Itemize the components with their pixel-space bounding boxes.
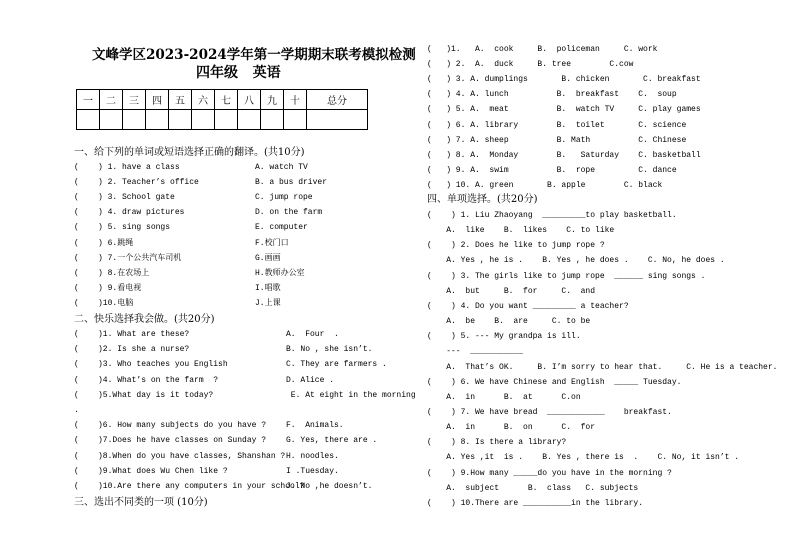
part4-line: ( ) 10.There are __________in the library. <box>427 498 644 508</box>
score-header-cell: 一 <box>77 90 100 110</box>
part4-line: ( ) 8. Is there a library? <box>427 438 567 448</box>
part4-line: A. in B. at C.on <box>427 392 581 402</box>
part2-option: A. Four . <box>286 330 339 339</box>
part3-row: ( ) 2. A. duck B. tree C.cow <box>427 60 634 70</box>
part2-option: B. No , she isn’t. <box>286 345 373 355</box>
part4-line: A. subject B. class C. subjects <box>427 483 639 493</box>
part4-line: A. in B. on C. for <box>427 423 596 433</box>
score-header-cell: 八 <box>238 90 261 110</box>
part4-line: A. Yes ,it is . B. Yes , there is . C. No, it isn’t . <box>427 453 740 463</box>
part3-row: ( ) 4. A. lunch B. breakfast C. soup <box>427 90 677 100</box>
part2-option: E. At eight in the morning <box>286 390 416 400</box>
score-header-cell: 七 <box>215 90 238 110</box>
part2-question: ( )1. What are these? <box>74 330 190 339</box>
part4-line: A. like B. likes C. to like <box>427 226 615 236</box>
score-input-cell[interactable] <box>100 110 123 130</box>
part2-option: D. Alice . <box>286 375 335 385</box>
part2-option: F. Animals. <box>286 421 344 431</box>
part4-line: A. That’s OK. B. I’m sorry to hear that. C. He is a teacher. <box>427 362 778 372</box>
part3-row: ( ) 6. A. library B. toilet C. science <box>427 120 687 130</box>
score-input-cell[interactable] <box>146 110 169 130</box>
part2-question: ( )10.Are there any computers in your school? <box>74 482 305 491</box>
part4-heading: 四、单项选择。(共20分) <box>427 194 538 205</box>
score-input-cell[interactable] <box>192 110 215 130</box>
part2-option: J. No ,he doesn’t. <box>286 482 373 491</box>
part2-option: C. They are farmers . <box>286 360 387 370</box>
part4-line: ( ) 1. Liu Zhaoyang _________to play basketball. <box>427 211 677 220</box>
part3-heading: 三、选出不同类的一项 (10分) <box>74 497 208 508</box>
part2-heading: 二、快乐选择我会做。(共20分) <box>74 314 215 325</box>
part2-question: ( )2. Is she a nurse? <box>74 345 190 355</box>
part4-line: ( ) 2. Does he like to jump rope ? <box>427 241 605 251</box>
part4-line: ( ) 6. We have Chinese and English _____ Tuesday. <box>427 377 682 387</box>
part3-row: ( ) 7. A. sheep B. Math C. Chinese <box>427 135 687 145</box>
part4-line: ( ) 3. The girls like to jump rope ______ sing songs . <box>427 271 706 281</box>
part2-question: ( )8.When do you have classes, Shanshan ? <box>74 451 286 461</box>
part2-question: ( )6. How many subjects do you have ? <box>74 421 267 431</box>
part1-question: ( ) 3. School gate <box>74 193 175 203</box>
part2-option: I .Tuesday. <box>286 466 339 476</box>
part1-question: ( )10.电脑 <box>74 298 134 308</box>
part1-option: G.画画 <box>255 253 281 263</box>
part2-question: ( )9.What does Wu Chen like ? <box>74 466 228 476</box>
part1-option: F.校门口 <box>255 238 289 248</box>
exam-subtitle: 四年级 英语 <box>196 65 281 81</box>
part1-option: H.教师办公室 <box>255 268 305 278</box>
part1-question: ( ) 7.一个公共汽车司机 <box>74 253 182 263</box>
part1-question: ( ) 6.跳绳 <box>74 238 134 248</box>
score-input-cell[interactable] <box>307 110 368 130</box>
part1-question: ( ) 8.在农场上 <box>74 268 150 278</box>
score-header-cell: 三 <box>123 90 146 110</box>
score-table <box>76 89 368 130</box>
score-header-cell: 二 <box>100 90 123 110</box>
score-input-cell[interactable] <box>261 110 284 130</box>
part1-question: ( ) 1. have a class <box>74 163 180 172</box>
part3-row: ( ) 3. A. dumplings B. chicken C. breakfast <box>427 75 701 85</box>
part4-line: ( ) 4. Do you want _________ a teacher? <box>427 301 629 311</box>
part4-line: A. Yes , he is . B. Yes , he does . C. No, he does . <box>427 256 725 266</box>
score-input-cell[interactable] <box>215 110 238 130</box>
score-input-cell[interactable] <box>169 110 192 130</box>
score-header-cell: 九 <box>261 90 284 110</box>
part2-question: . <box>74 406 79 415</box>
part2-option: H. noodles. <box>286 451 339 461</box>
part4-line: A. but B. for C. and <box>427 286 596 296</box>
part3-row: ( ) 9. A. swim B. rope C. dance <box>427 165 677 175</box>
score-input-cell[interactable] <box>123 110 146 130</box>
part1-question: ( ) 4. draw pictures <box>74 208 185 218</box>
score-input-cell[interactable] <box>238 110 261 130</box>
part4-line: ( ) 7. We have bread ____________ breakfast. <box>427 407 672 417</box>
part2-question: ( )4. What’s on the farm ? <box>74 375 219 385</box>
score-input-cell[interactable] <box>284 110 307 130</box>
part1-option: E. computer <box>255 223 308 233</box>
part2-question: ( )3. Who teaches you English <box>74 360 228 370</box>
score-input-cell[interactable] <box>77 110 100 130</box>
part3-row: ( ) 5. A. meat B. watch TV C. play games <box>427 105 701 115</box>
part1-question: ( ) 5. sing songs <box>74 223 171 233</box>
part1-option: A. watch TV <box>255 163 308 172</box>
exam-title: 文峰学区2023-2024学年第一学期期末联考模拟检测 <box>92 47 416 63</box>
part1-option: D. on the farm <box>255 208 323 218</box>
part3-row: ( ) 10. A. green B. apple C. black <box>427 180 663 190</box>
part4-line: --- ___________ <box>427 347 524 357</box>
part1-question: ( ) 2. Teacher’s office <box>74 178 199 188</box>
part4-line: ( ) 9.How many _____do you have in the morning ? <box>427 468 672 478</box>
part1-option: J.上课 <box>255 298 281 308</box>
score-header-cell: 四 <box>146 90 169 110</box>
score-header-cell: 总分 <box>307 90 368 110</box>
part3-row: ( )1. A. cook B. policeman C. work <box>427 45 658 54</box>
part4-line: ( ) 5. --- My grandpa is ill. <box>427 332 581 342</box>
part4-line: A. be B. are C. to be <box>427 317 591 327</box>
part1-heading: 一、给下列的单词或短语选择正确的翻译。(共10分) <box>74 147 305 158</box>
score-header-cell: 六 <box>192 90 215 110</box>
part2-option: G. Yes, there are . <box>286 436 378 446</box>
part1-question: ( ) 9.看电视 <box>74 283 142 293</box>
part1-option: C. jump rope <box>255 193 313 203</box>
part2-question: ( )5.What day is it today? <box>74 390 214 400</box>
part1-option: I.唱歌 <box>255 283 281 293</box>
part2-question: ( )7.Does he have classes on Sunday ? <box>74 436 267 446</box>
score-header-cell: 五 <box>169 90 192 110</box>
part3-row: ( ) 8. A. Monday B. Saturday C. basketball <box>427 150 701 160</box>
part1-option: B. a bus driver <box>255 178 328 188</box>
score-header-cell: 十 <box>284 90 307 110</box>
